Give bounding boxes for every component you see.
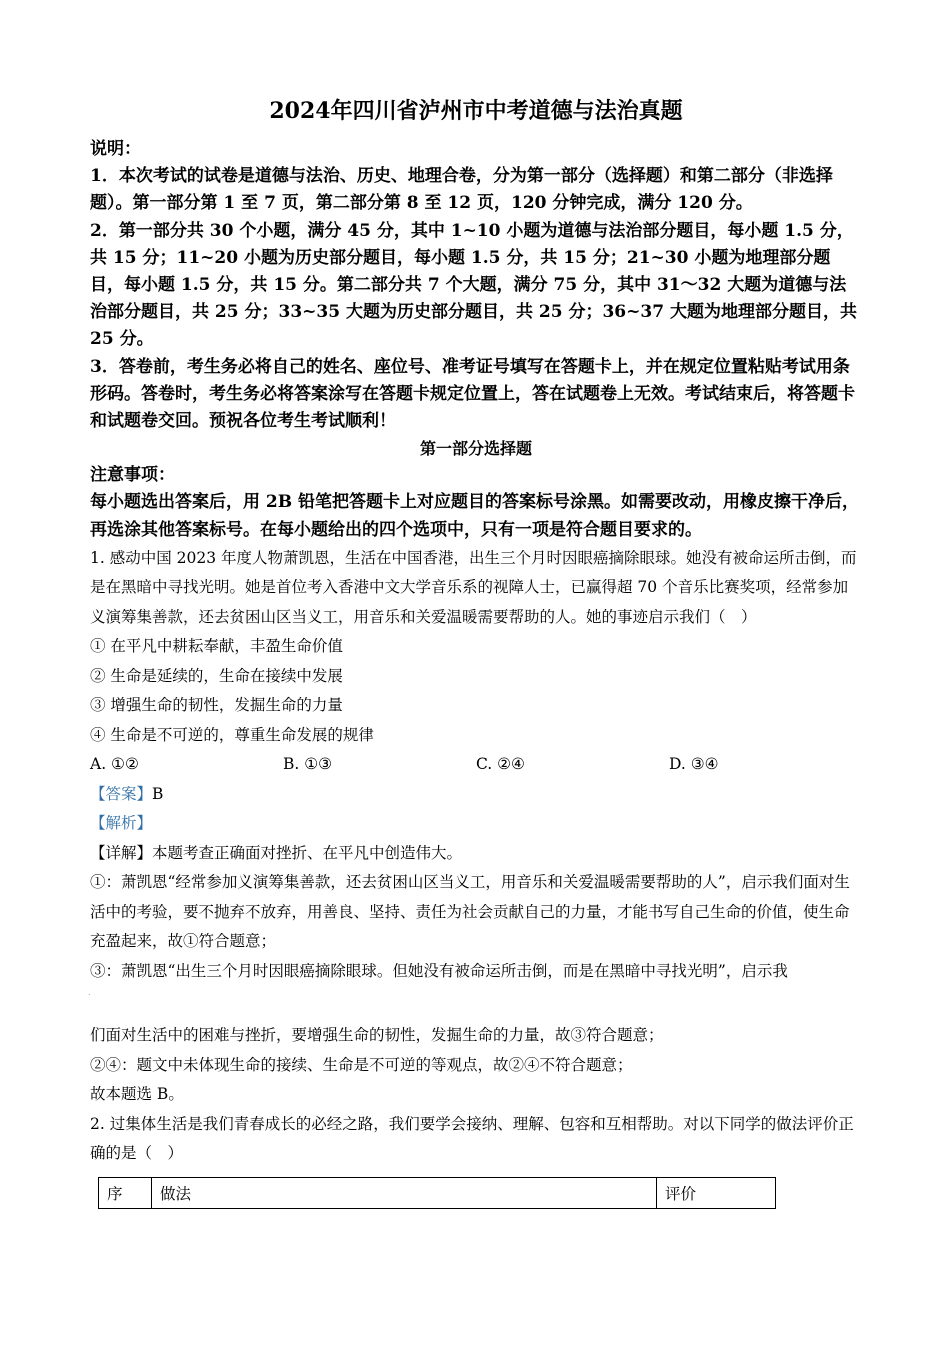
instruction-item-1: 1．本次考试的试卷是道德与法治、历史、地理合卷，分为第一部分（选择题）和第二部分（非选择题）。第一部分第 1 至 7 页，第二部分第 8 至 12 页，120 分钟完成，满分 120 分。: [90, 166, 833, 214]
explanation-3-part2: 们面对生活中的困难与挫折，要增强生命的韧性，发掘生命的力量，故③符合题意；: [90, 1026, 664, 1045]
answer-line: [90, 780, 862, 810]
instruction-item-2: 2．第一部分共 30 个小题，满分 45 分，其中 1~10 小题为道德与法治部分题目，每小题 1.5 分，共 15 分；11~20 小题为历史部分题目，每小题 1.5 分，共 15 分；21~30 小题为地理部分题目，每小题 1.5 分，共 15 分。第二部分共 7 个大题，满分 75 分，其中 31～32 大题为道德与法治部分题目，共 25 分；33~35 大题为历史部分题目，共 25 分；36~37 大题为地理部分题目，共 25 分。: [90, 220, 857, 350]
page-break: [90, 986, 862, 1021]
option-b: B. ①③: [283, 755, 333, 774]
answer-value: B: [152, 784, 164, 803]
option-d: D. ③④: [669, 755, 719, 774]
analysis-tag: 【解析】: [90, 814, 153, 833]
question-2-table: [98, 1177, 776, 1209]
statement-3: ③ 增强生命的韧性，发掘生命的力量: [90, 696, 343, 715]
option-a: A. ①②: [90, 755, 139, 774]
header-index: 序: [99, 1177, 152, 1208]
page-title: 2024年四川省泸州市中考道德与法治真题: [269, 98, 683, 124]
question-2-stem: 2. 过集体生活是我们青春成长的必经之路，我们要学会接纳、理解、包容和互相帮助。对以下同学的做法评价正确的是（ ）: [90, 1114, 854, 1163]
question-2: [90, 1110, 862, 1209]
statement-4: ④ 生命是不可逆的，尊重生命发展的规律: [90, 725, 374, 744]
notice-heading: 注意事项：: [90, 465, 175, 486]
option-c: C. ②④: [476, 755, 525, 774]
answer-tag: 【答案】: [90, 784, 153, 803]
explanation-1: ①：萧凯恩“经常参加义演筹集善款，还去贫困山区当义工，用音乐和关爱温暖需要帮助的人”，启示我们面对生活中的考验，要不抛弃不放弃，用善良、坚持、责任为社会贡献自己的力量，才能书写自己生命的价值，使生命充盈起来，故①符合题意；: [90, 873, 850, 951]
conclusion-line: 故本题选 B。: [90, 1085, 184, 1104]
statement-2: ② 生命是延续的，生命在接续中发展: [90, 666, 343, 685]
explanation-3-part1: ③：萧凯恩“出生三个月时因眼癌摘除眼球。但她没有被命运所击倒，而是在黑暗中寻找光明”，启示我: [90, 961, 788, 980]
header-evaluation: 评价: [657, 1177, 776, 1208]
explanation-2-4: ②④：题文中未体现生命的接续、生命是不可逆的等观点，故②④不符合题意；: [90, 1055, 633, 1074]
answer-options: [90, 750, 862, 780]
statement-1: ① 在平凡中耕耘奉献，丰盈生命价值: [90, 637, 343, 656]
notice-text: 每小题选出答案后，用 2B 铅笔把答题卡上对应题目的答案标号涂黑。如需要改动，用橡皮擦干净后，再选涂其他答案标号。在每小题给出的四个选项中，只有一项是符合题目要求的。: [90, 492, 860, 540]
section-title: 第一部分选择题: [419, 439, 532, 459]
table-header-row: [99, 1177, 776, 1208]
instructions-heading: 说明：: [90, 139, 141, 159]
exam-page: [90, 96, 862, 1209]
question-1: [90, 544, 862, 1110]
instruction-item-3: 3．答卷前，考生务必将自己的姓名、座位号、准考证号填写在答题卡上，并在规定位置粘贴考试用条形码。答卷时，考生务必将答案涂写在答题卡规定位置上，答在试题卷上无效。考试结束后，将答题卡和试题卷交回。预祝各位考生考试顺利！: [90, 356, 855, 432]
question-1-stem: 1. 感动中国 2023 年度人物萧凯恩，生活在中国香港，出生三个月时因眼癌摘除眼球。她没有被命运所击倒，而是在黑暗中寻找光明。她是首位考入香港中文大学音乐系的视障人士，已赢得超 70 个音乐比赛奖项，经常参加义演筹集善款，还去贫困山区当义工，用音乐和关爱温暖需要帮助的人。她的事迹启示我们（ ）: [90, 548, 857, 626]
page-break-mark: .: [88, 988, 91, 998]
detail-line: 【详解】本题考查正确面对挫折、在平凡中创造伟大。: [90, 843, 463, 862]
header-action: 做法: [152, 1177, 657, 1208]
